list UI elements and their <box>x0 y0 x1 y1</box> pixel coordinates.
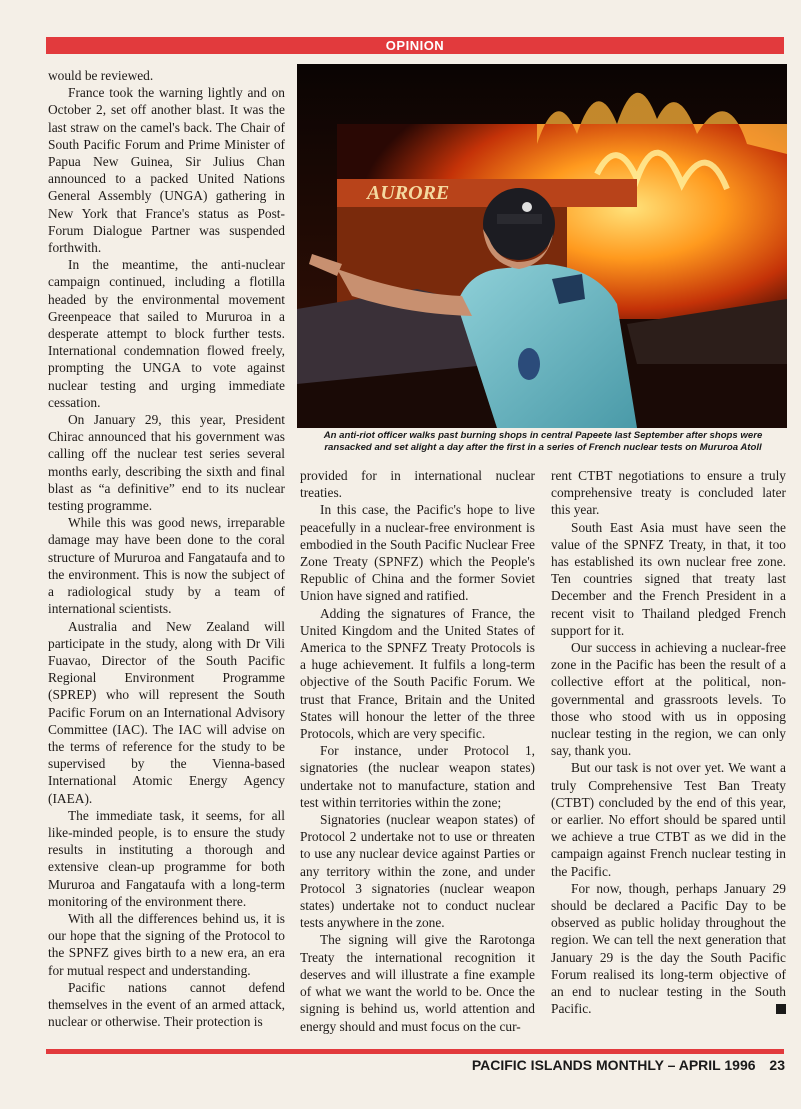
riot-photo <box>297 64 787 428</box>
paragraph: On January 29, this year, President Chirac announced that his government was calling off the nuclear test series several months early, describing the sixth and final blast as “a definitive” end to its nuclear testing programme. <box>48 412 285 514</box>
paragraph <box>551 880 786 1018</box>
paragraph: South East Asia must have seen the value of the SPNFZ Treaty, in that, it too has established its own nuclear free zone. Ten countries signed that treaty last December and the French President in a recent visit to Thailand pledged French support for it. <box>551 519 786 638</box>
paragraph: Adding the signatures of France, the United Kingdom and the United States of America to the SPNFZ Treaty Protocols is a huge achievement. It fulfils a long-term objective of the South Pacific Forum. We trust that France, Britain and the United States will honour the letter of the three Protocols, which are very specific. <box>300 605 535 742</box>
paragraph: Pacific nations cannot defend themselves in the event of an armed attack, nuclear or otherwise. Their protection is <box>48 979 285 1030</box>
photo-illustration <box>297 64 787 428</box>
svg-text:AURORE: AURORE <box>367 182 450 204</box>
article-column-1 <box>48 67 285 1030</box>
page-footer <box>472 1057 785 1073</box>
article-column-2 <box>300 467 535 1035</box>
paragraph: rent CTBT negotiations to ensure a truly comprehensive treaty is concluded later this year. <box>551 468 786 518</box>
page-number: 23 <box>769 1057 785 1073</box>
paragraph: Signatories (nuclear weapon states) of Protocol 2 undertake not to use or threaten to use any nuclear device against Parties or any territory within the zone, and under Protocol 3 signatories (nuclear weapon states) undertake not to conduct nuclear tests anywhere in the zone. <box>300 812 535 931</box>
paragraph: But our task is not over yet. We want a truly Comprehensive Test Ban Treaty (CTBT) concluded by the end of this year, or earlier. No effort should be spared until we achieve a true CTBT as we did in the campaign against French nuclear testing in the Pacific. <box>551 760 786 879</box>
paragraph: France took the warning lightly and on October 2, set off another blast. It was the last straw on the camel's back. The Chair of South Pacific Forum and Prime Minister of Papua New Guinea, Sir Julius Chan announced to a packed United Nations General Assembly (UNGA) gathering in New York that France's status as Post-Forum Dialogue Partner was suspended forthwith. <box>48 85 285 256</box>
paragraph: For instance, under Protocol 1, signatories (the nuclear weapon states) undertake not to manufacture, station and test within territories within the zone; <box>300 743 535 810</box>
paragraph-text: For now, though, perhaps January 29 should be declared a Pacific Day to be observed as public holiday throughout the region. We can tell the next generation that January 29 is the day the South Pacific Forum realised its long-term objective of an end to nuclear testing in the South Pacific. <box>551 880 786 1017</box>
paragraph: With all the differences behind us, it is our hope that the signing of the Protocol to the SPNFZ gives birth to a new era, an era for mutual respect and understanding. <box>48 910 285 978</box>
paragraph: The immediate task, it seems, for all like-minded people, is to ensure the study results in instituting a thorough and extensive clean-up programme for both Mururoa and Fangataufa with a long-term monitoring of the environment there. <box>48 807 285 909</box>
paragraph: Australia and New Zealand will participate in the study, along with Dr Vili Fuavao, Director of the South Pacific Regional Environment Programme (SPREP) who will represent the South Pacific Forum on an International Advisory Committee (IAC). The IAC will advise on the terms of reference for the study to be supervised by the Vienna-based International Atomic Energy Agency (IAEA). <box>48 618 285 806</box>
photo-caption: An anti-riot officer walks past burning shops in central Papeete last September after shops were ransacked and set alight a day after the first in a series of French nuclear tests on Mururoa Atoll <box>323 430 763 453</box>
paragraph: provided for in international nuclear treaties. <box>300 468 535 501</box>
footer-rule <box>46 1049 784 1054</box>
paragraph: The signing will give the Rarotonga Treaty the international recognition it deserves and will illustrate a fine example of what we want the world to be. Once the signing is behind us, world attention and energy should and must focus on the cur- <box>300 932 535 1034</box>
paragraph: In the meantime, the anti-nuclear campaign continued, including a flotilla headed by the environmental movement Greenpeace that sailed to Mururoa in a desperate attempt to block further tests. International condemnation flowed freely, prompting the UNGA to vote against nuclear testing and urging immediate cessation. <box>48 257 285 410</box>
section-banner: OPINION <box>46 37 784 54</box>
paragraph: While this was good news, irreparable damage may have been done to the coral structure of Mururoa and Fangataufa and to the environment. This is now the subject of a radiological study by a team of international scientists. <box>48 515 285 617</box>
publication-name: PACIFIC ISLANDS MONTHLY – APRIL 1996 <box>471 1057 756 1073</box>
end-of-article-mark <box>776 1004 786 1014</box>
article-column-3 <box>551 467 786 1018</box>
paragraph: In this case, the Pacific's hope to live peacefully in a nuclear-free environment is embodied in the South Pacific Nuclear Free Zone Treaty (SPNFZ) which the People's Republic of China and the former Soviet Union have signed and ratified. <box>300 502 535 604</box>
paragraph: Our success in achieving a nuclear-free zone in the Pacific has been the result of a collective effort at the political, non-governmental and grassroots levels. To those who stood with us in opposing nuclear testing in the region, we can only say, thank you. <box>551 640 786 759</box>
paragraph: would be reviewed. <box>48 68 154 83</box>
